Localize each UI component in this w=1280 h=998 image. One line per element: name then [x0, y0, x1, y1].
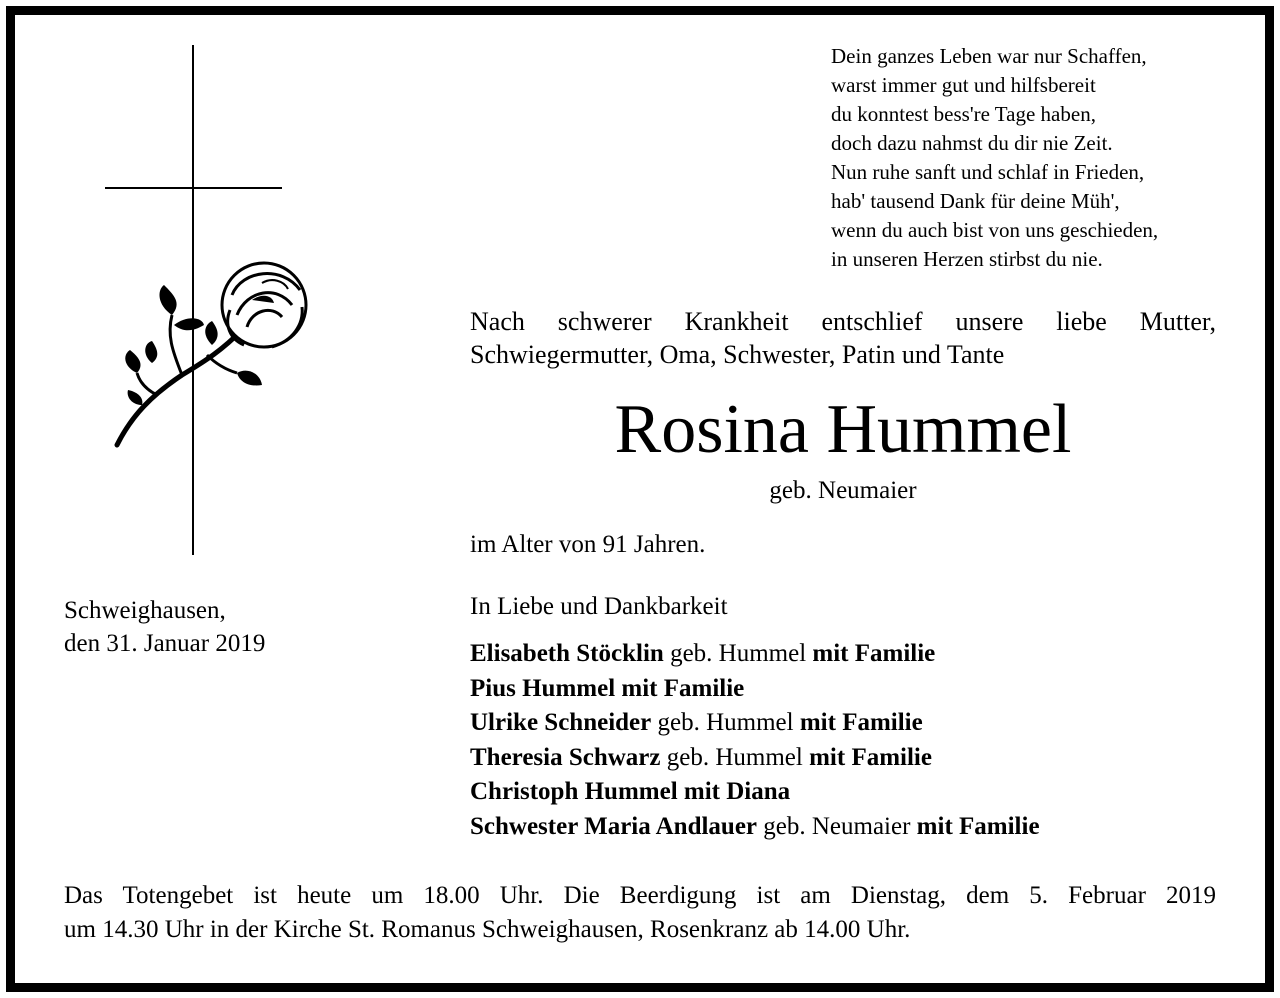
mourner-name: Pius Hummel mit Familie — [470, 674, 745, 702]
mourner-maiden: geb. Hummel — [651, 709, 800, 736]
cross-horizontal-beam — [105, 187, 282, 189]
list-item — [470, 706, 1040, 741]
mourner-name: Elisabeth Stöcklin — [470, 640, 664, 667]
place-date — [64, 594, 265, 660]
mourner-name: Schwester Maria Andlauer — [470, 812, 758, 840]
mourner-maiden: geb. Neumaier — [757, 812, 917, 840]
poem-line: warst immer gut und hilfsbereit — [831, 73, 1096, 97]
mourner-suffix: mit Familie — [916, 812, 1040, 840]
mourner-suffix: mit Familie — [799, 709, 923, 736]
intro-text — [470, 305, 1216, 371]
list-item — [470, 810, 1040, 845]
poem-line: du konntest bess're Tage haben, — [831, 102, 1096, 126]
deceased-name: Rosina Hummel — [614, 391, 1072, 468]
funeral-details — [64, 879, 1216, 947]
mourner-suffix: mit Familie — [812, 640, 936, 667]
place: Schweighausen, — [64, 597, 226, 624]
thanks-text: In Liebe und Dankbarkeit — [470, 593, 728, 620]
mourner-name: Ulrike Schneider — [470, 709, 652, 736]
poem-line: Nun ruhe sanft und schlaf in Frieden, — [831, 160, 1145, 184]
rose-icon — [112, 255, 312, 455]
list-item — [470, 775, 1040, 810]
maiden-name: geb. Neumaier — [769, 477, 917, 504]
date: den 31. Januar 2019 — [64, 630, 266, 657]
list-item — [470, 637, 1040, 672]
poem-line: in unseren Herzen stirbst du nie. — [831, 247, 1103, 271]
mourner-name: Christoph Hummel mit Diana — [470, 778, 791, 805]
poem-line: doch dazu nahmst du dir nie Zeit. — [831, 131, 1113, 155]
poem-line: wenn du auch bist von uns geschieden, — [831, 218, 1159, 242]
poem-line: Dein ganzes Leben war nur Schaffen, — [831, 44, 1147, 68]
intro-line: Schwiegermutter, Oma, Schwester, Patin und Tante — [470, 340, 1005, 369]
mourner-maiden: geb. Hummel — [660, 743, 810, 771]
funeral-line: um 14.30 Uhr in der Kirche St. Romanus Schweighausen, Rosenkranz ab 14.00 Uhr. — [64, 916, 911, 943]
funeral-line: Das Totengebet ist heute um 18.00 Uhr. Die Beerdigung ist am Dienstag, dem 5. Februar 2019 — [64, 882, 1216, 909]
mourner-maiden: geb. Hummel — [663, 640, 813, 667]
list-item — [470, 672, 1040, 707]
mourner-name: Theresia Schwarz — [470, 743, 661, 771]
mourners-list — [470, 637, 1040, 844]
poem-line: hab' tausend Dank für deine Müh', — [831, 189, 1120, 213]
poem — [831, 42, 1158, 274]
mourner-suffix: mit Familie — [809, 743, 932, 771]
age-text: im Alter von 91 Jahren. — [470, 531, 706, 558]
list-item — [470, 741, 1040, 776]
intro-line: Nach schwerer Krankheit entschlief unsere liebe Mutter, — [470, 307, 1216, 336]
